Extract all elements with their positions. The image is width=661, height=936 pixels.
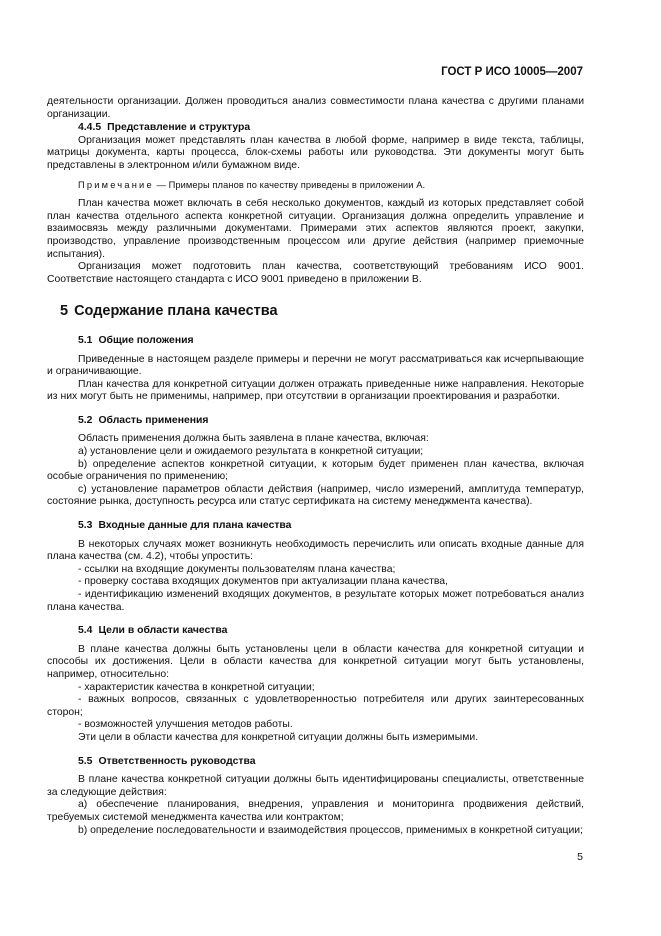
paragraph-5-4-b: Эти цели в области качества для конкретной ситуации должны быть измеримыми.: [78, 731, 479, 743]
list-item-5-3-a: - ссылки на входящие документы пользователям плана качества;: [78, 563, 396, 575]
paragraph-5-4: В плане качества должны быть установлены цели в области качества для конкретной ситуации и способы их достижения. Цели в области качества для конкретной ситуации могут быть установлены, например, относительно:: [47, 643, 584, 680]
heading-title: Область применения: [98, 414, 209, 426]
page-content: [47, 96, 584, 837]
heading-number: 5.3: [78, 520, 93, 532]
list-item-5-4-c: - возможностей улучшения методов работы.: [78, 719, 293, 731]
heading-5-1: [78, 335, 584, 348]
heading-5-5: [78, 756, 584, 769]
list-item-5-2-a: а) установление цели и ожидаемого результата в конкретной ситуации;: [78, 446, 424, 458]
heading-title: Представление и структура: [107, 122, 251, 134]
section-heading-5: [60, 305, 584, 318]
heading-4-4-5: [78, 122, 584, 135]
page-number: 5: [577, 851, 583, 863]
list-item-5-4-a: - характеристик качества в конкретной ситуации;: [78, 681, 315, 693]
paragraph-form: Организация может представлять план качества в любой форме, например в виде текста, таблицы, матрицы документа, карты процесса, блок-схемы работы или руководства. Эти документы могут быть представлены в электронном и/или бумажном виде.: [47, 134, 584, 171]
heading-5-3: [78, 520, 584, 533]
heading-number: 5.5: [78, 755, 93, 767]
note: [78, 179, 584, 192]
paragraph-5-1-a: Приведенные в настоящем разделе примеры и перечни не могут рассматриваться как исчерпывающие и ограничивающие.: [47, 353, 584, 378]
heading-number: 5.2: [78, 414, 93, 426]
section-title: Содержание плана качества: [74, 303, 278, 320]
list-item-5-2-b: b) определение аспектов конкретной ситуации, к которым будет применен план качества, включая особые ограничения по применению;: [47, 458, 584, 483]
heading-number: 4.4.5: [78, 122, 102, 134]
list-item-5-2-c: c) установление параметров области действия (например, число измерений, амплитуда температур, состояние рынка, доступность ресурса или статус сертификата на систему менеджмента качества).: [47, 483, 584, 508]
heading-title: Ответственность руководства: [98, 755, 256, 767]
list-item-5-3-c: - идентификацию изменений входящих документов, в результате которых может потребоваться анализ плана качества.: [47, 589, 584, 613]
heading-title: Входные данные для плана качества: [98, 520, 292, 532]
paragraph-iso: Организация может подготовить план качества, соответствующий требованиям ИСО 9001. Соответствие настоящего стандарта с ИСО 9001 приведено в приложении В.: [47, 261, 584, 285]
section-number: 5: [60, 303, 69, 320]
heading-title: Общие положения: [98, 334, 194, 346]
document-header: ГОСТ Р ИСО 10005—2007: [441, 66, 583, 78]
note-text: — Примеры планов по качеству приведены в приложении А.: [156, 179, 426, 190]
heading-number: 5.1: [78, 334, 93, 346]
note-label: Примечание: [78, 179, 154, 190]
list-item-5-5-b: b) определение последовательности и взаимодействия процессов, применимых в конкретной ситуации;: [78, 824, 583, 836]
paragraph-continuation: деятельности организации. Должен проводиться анализ совместимости плана качества с другими планами организации.: [47, 96, 584, 120]
list-item-5-4-b: - важных вопросов, связанных с удовлетворенностью потребителя или других заинтересованных сторон;: [47, 694, 584, 718]
heading-5-4: [78, 625, 584, 638]
paragraph-5-2: Область применения должна быть заявлена в плане качества, включая:: [78, 433, 429, 445]
paragraph-5-1-b: План качества для конкретной ситуации должен отражать приведенные ниже направления. Некоторые из них могут быть не применимы, например, при отсутствии в организации проектирования и разработки.: [47, 378, 584, 403]
heading-number: 5.4: [78, 625, 93, 637]
heading-title: Цели в области качества: [98, 625, 228, 637]
list-item-5-5-a: а) обеспечение планирования, внедрения, управления и мониторинга продвижения действий, требуемых системой менеджмента качества или контрактом;: [47, 799, 584, 823]
list-item-5-3-b: - проверку состава входящих документов при актуализации плана качества,: [78, 576, 448, 588]
paragraph-5-5: В плане качества конкретной ситуации должны быть идентифицированы специалисты, ответственные за следующие действия:: [47, 774, 584, 798]
paragraph-5-3: В некоторых случаях может возникнуть необходимость перечислить или описать входные данные для плана качества (см. 4.2), чтобы упростить:: [47, 538, 584, 563]
heading-5-2: [78, 415, 584, 428]
paragraph-documents: План качества может включать в себя несколько документов, каждый из которых представляет собой план качества отдельного аспекта конкретной ситуации. Организация должна определить управление и взаимосвязь между различными документами. Примерами этих аспектов являются проект, закупки, производство, управление производственным процессом или другие действия (например приемочные испытания).: [47, 198, 584, 260]
